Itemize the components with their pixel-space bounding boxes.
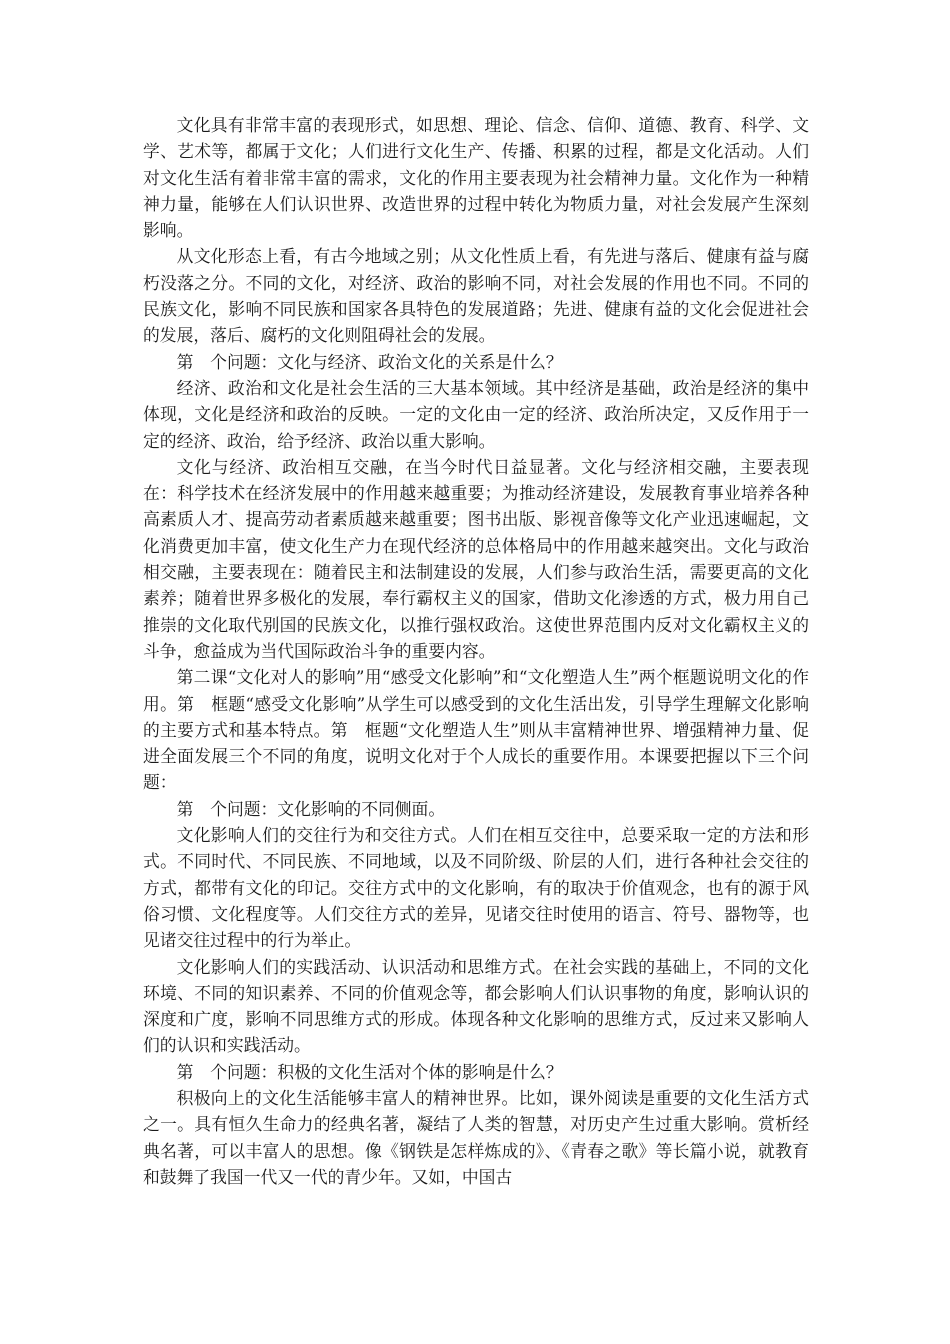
question-heading-positive-culture: 第 个问题：积极的文化生活对个体的影响是什么？: [176, 1061, 563, 1082]
paragraph-culture-types: 从文化形态上看，有古今地域之别；从文化性质上看，有先进与落后、健康有益与腐朽没落之分。不同的文化，对经济、政治的影响不同，对社会发展的作用也不同。不同的民族文化，影响不同民族和国家各具特色的发展道路；先进、健康有益的文化会促进社会的发展，落后、腐朽的文化则阻碍社会的发展。: [143, 246, 809, 346]
paragraph-spiritual-world: 积极向上的文化生活能够丰富人的精神世界。比如，课外阅读是重要的文化生活方式之一。具有恒久生命力的经典名著，凝结了人类的智慧，对历史产生过重大影响。赏析经典名著，可以丰富人的思想。像《钢铁是怎样炼成的》、《青春之歌》等长篇小说，就教育和鼓舞了我国一代又一代的青少年。又如，中国古: [143, 1087, 809, 1187]
question-heading-economy-politics: 第 个问题：文化与经济、政治文化的关系是什么？: [176, 351, 563, 372]
paragraph-interweaving: 文化与经济、政治相互交融，在当今时代日益显著。文化与经济相交融，主要表现在：科学技术在经济发展中的作用越来越重要；为推动经济建设，发展教育事业培养各种高素质人才、提高劳动者素质越来越重要；图书出版、影视音像等文化产业迅速崛起，文化消费更加丰富，使文化生产力在现代经济的总体格局中的作用越来越突出。文化与政治相交融，主要表现在：随着民主和法制建设的发展，人们参与政治生活，需要更高的文化素养；随着世界多极化的发展，奉行霸权主义的国家，借助文化渗透的方式，极力用自己推崇的文化取代别国的民族文化，以推行强权政治。这使世界范围内反对文化霸权主义的斗争，愈益成为当代国际政治斗争的重要内容。: [143, 456, 809, 661]
paragraph-thinking-modes: 文化影响人们的实践活动、认识活动和思维方式。在社会实践的基础上，不同的文化环境、不同的知识素养、不同的价值观念等，都会影响人们认识事物的角度，影响认识的深度和广度，影响不同思维方式的形成。体现各种文化影响的思维方式，反过来又影响人们的认识和实践活动。: [143, 956, 809, 1056]
paragraph-social-interaction: 文化影响人们的交往行为和交往方式。人们在相互交往中，总要采取一定的方法和形式。不同时代、不同民族、不同地域，以及不同阶级、阶层的人们，进行各种社会交往的方式，都带有文化的印记。交往方式中的文化影响，有的取决于价值观念，也有的源于风俗习惯、文化程度等。人们交往方式的差异，见诸交往时使用的语言、符号、器物等，也见诸交往过程中的行为举止。: [143, 825, 809, 951]
paragraph-lesson-two-intro: 第二课“文化对人的影响”用“感受文化影响”和“文化塑造人生”两个框题说明文化的作用。第 框题“感受文化影响”从学生可以感受到的文化生活出发，引导学生理解文化影响的主要方式和基本特点。第 框题“文化塑造人生”则从丰富精神世界、增强精神力量、促进全面发展三个不同的角度，说明文化对于个人成长的重要作用。本课要把握以下三个问题：: [143, 667, 809, 793]
paragraph-culture-forms: 文化具有非常丰富的表现形式，如思想、理论、信念、信仰、道德、教育、科学、文学、艺术等，都属于文化；人们进行文化生产、传播、积累的过程，都是文化活动。人们对文化生活有着非常丰富的需求，文化的作用主要表现为社会精神力量。文化作为一种精神力量，能够在人们认识世界、改造世界的过程中转化为物质力量，对社会发展产生深刻影响。: [143, 115, 809, 241]
paragraph-three-domains: 经济、政治和文化是社会生活的三大基本领域。其中经济是基础，政治是经济的集中体现，文化是经济和政治的反映。一定的文化由一定的经济、政治所决定，又反作用于一定的经济、政治，给予经济、政治以重大影响。: [143, 377, 809, 451]
document-page: [143, 112, 809, 1190]
question-heading-influence-sides: 第 个问题：文化影响的不同侧面。: [176, 798, 446, 819]
